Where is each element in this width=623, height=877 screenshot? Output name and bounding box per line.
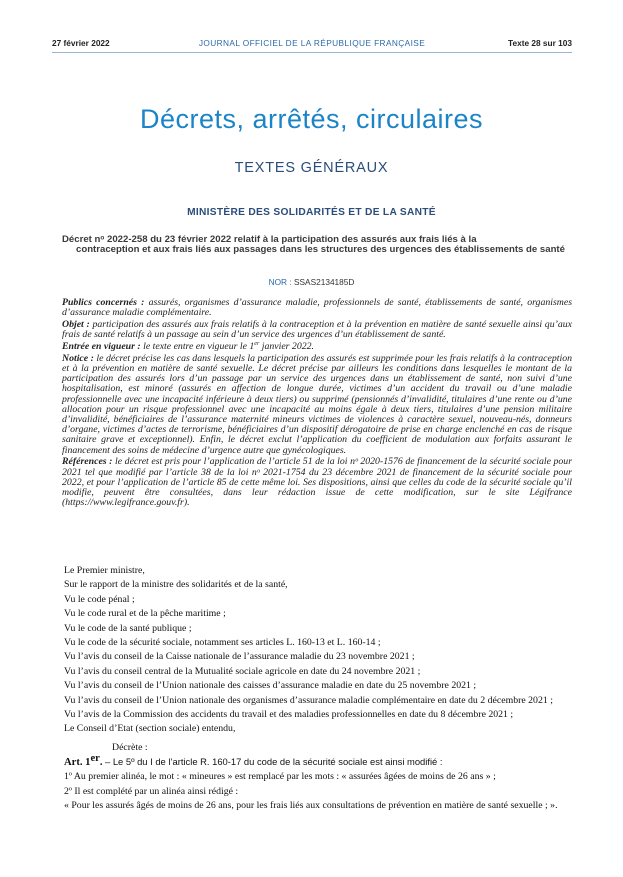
- entree-text-a: le texte entre en vigueur le 1: [143, 341, 255, 352]
- nor-reference: [0, 277, 623, 287]
- notice-text: le décret précise les cas dans lesquels la participation des assurés est supprimée pour les frais relatifs à la contraception et à la prévention en matière de santé sexuelle. Le décret précise par ailleurs les conditions dans lesquelles le montant de la participation des assurés lors d’un passage par un service des urgences dans un établissement de santé, non suivi d’une hospitalisation, est minoré (assurés en affection de longue durée, victimes d’un accident du travail ou d’une maladie professionnelle avec une incapacité inférieure à deux tiers) ou supprimé (pensionnés d’invalidité, titulaires d’une rente ou d’une allocation pour un risque professionnel avec une incapacité au moins égale à deux tiers, titulaires d’une pension militaire d’invalidité, bénéficiaires de l’assurance maternité mineurs victimes de violences à caractère sexuel, nouveau-nés, donneurs d’organe, victimes d’actes de terrorisme, bénéficiaires d’un dispositif dérogatoire de prise en charge enclenché en cas de risque sanitaire grave et exceptionnel). Enfin, le décret exclut l’application du coefficient de modulation aux forfaits assurant le financement des soins de médecine d’urgence autre que gynécologiques.: [62, 352, 572, 456]
- references-label: Références :: [62, 456, 113, 468]
- article-1: [50, 752, 574, 768]
- journal-name: JOURNAL OFFICIEL DE LA RÉPUBLIQUE FRANÇAISE: [198, 38, 426, 48]
- article-label: Art. 1: [64, 756, 91, 768]
- body-paragraph: Vu le code pénal ;: [64, 593, 135, 605]
- decree-summary: [62, 298, 572, 510]
- header-divider: [52, 52, 572, 53]
- body-paragraph: Vu l’avis de la Commission des accidents du travail et des maladies professionnelles en date du 8 décembre 2021 ;: [64, 708, 514, 720]
- article-sup: er: [90, 752, 100, 764]
- objet-label: Objet :: [62, 319, 90, 330]
- references: [62, 457, 572, 508]
- body-paragraph: Vu le code rural et de la pêche maritime ;: [64, 608, 226, 620]
- ministry-heading: MINISTÈRE DES SOLIDARITÉS ET DE LA SANTÉ: [187, 207, 436, 218]
- body-paragraph: 1º Au premier alinéa, le mot : « mineures » est remplacé par les mots : « assurées âgées de moins de 26 ans » ;: [64, 771, 496, 783]
- body-paragraph: Vu l’avis du conseil de l’Union nationale des organismes d’assurance maladie complémentaire en date du 2 décembre 2021 ;: [64, 694, 553, 706]
- decree-title-line2: contraception et aux frais liés aux passages dans les structures des urgences des établissements de santé: [76, 244, 565, 256]
- body-paragraph: Vu l’avis du conseil central de la Mutualité sociale agricole en date du 24 novembre 2021 ;: [64, 665, 421, 677]
- body-paragraph: « Pour les assurés âgés de moins de 26 ans, pour les frais liés aux consultations de prévention en matière de santé sexuelle ; ».: [64, 800, 558, 812]
- entree-sup: er: [254, 341, 260, 347]
- publics-text: assurés, organismes d’assurance maladie, professionnels de santé, établissements de santé, organismes d’assurance maladie complémentaire.: [62, 297, 573, 319]
- section-title: TEXTES GÉNÉRAUX: [234, 160, 389, 176]
- decree-body: [50, 566, 574, 815]
- objet-text: participation des assurés aux frais relatifs à la contraception et à la prévention en matière de santé sexuelle ainsi qu’aux frais de santé relatifs à un passage au sein d’un service des urgences d’un établissement de santé.: [62, 319, 573, 341]
- body-paragraph: Le Conseil d’Etat (section sociale) entendu,: [64, 723, 236, 735]
- body-paragraph: Vu l’avis du conseil de l’Union nationale des caisses d’assurance maladie en date du 25 novembre 2021 ;: [64, 680, 477, 692]
- notice: [62, 354, 572, 456]
- body-paragraph: Le Premier ministre,: [64, 565, 145, 576]
- publics-label: Publics concernés :: [62, 297, 145, 308]
- entree-en-vigueur: [62, 342, 572, 352]
- entree-label: Entrée en vigueur :: [62, 341, 141, 352]
- page-title: Décrets, arrêtés, circulaires: [139, 104, 484, 134]
- decrete: Décrète :: [112, 741, 148, 753]
- publication-date: 27 février 2022: [52, 38, 110, 48]
- body-paragraph: Vu le code de la sécurité sociale, notamment ses articles L. 160-13 et L. 160-14 ;: [64, 636, 381, 648]
- body-paragraph: Vu l’avis du conseil de la Caisse nationale de l’assurance maladie du 23 novembre 2021 ;: [64, 651, 415, 663]
- body-paragraph: 2º Il est complété par un alinéa ainsi rédigé :: [64, 785, 239, 797]
- page-header: [52, 38, 572, 50]
- decree-title-line1: Décret nᵒ 2022-258 du 23 février 2022 relatif à la participation des assurés aux frais liés à la: [62, 234, 477, 245]
- article-dot: .: [99, 756, 103, 768]
- entree-text-b: janvier 2022.: [261, 341, 314, 352]
- nor-label: NOR :: [268, 277, 292, 287]
- article-text: – Le 5º du I de l’article R. 160-17 du code de la sécurité sociale est ainsi modifié :: [105, 755, 443, 767]
- objet: [62, 320, 572, 340]
- body-paragraph: Sur le rapport de la ministre des solidarités et de la santé,: [64, 579, 288, 591]
- publics-concernes: [62, 298, 572, 318]
- body-paragraph: Vu le code de la santé publique ;: [64, 622, 192, 634]
- notice-label: Notice :: [62, 352, 94, 364]
- nor-code: SSAS2134185D: [293, 277, 355, 287]
- decree-title: [62, 235, 572, 256]
- references-text: le décret est pris pour l’application de l’article 51 de la loi nᵒ 2020-1576 de financement de la sécurité sociale pour 2021 tel que modifié par l’article 38 de la loi nᵒ 2021-1754 du 23 décembre 2021 de financement de la sécurité sociale pour 2022, et pour l’application de l’article 85 de cette même loi. Ses dispositions, ainsi que celles du code de la sécurité sociale qu’il modifie, peuvent être consultées, dans leur rédaction issue de cette modification, sur le site Légifrance (https://www.legifrance.gouv.fr).: [62, 456, 573, 509]
- text-number: Texte 28 sur 103: [508, 38, 572, 48]
